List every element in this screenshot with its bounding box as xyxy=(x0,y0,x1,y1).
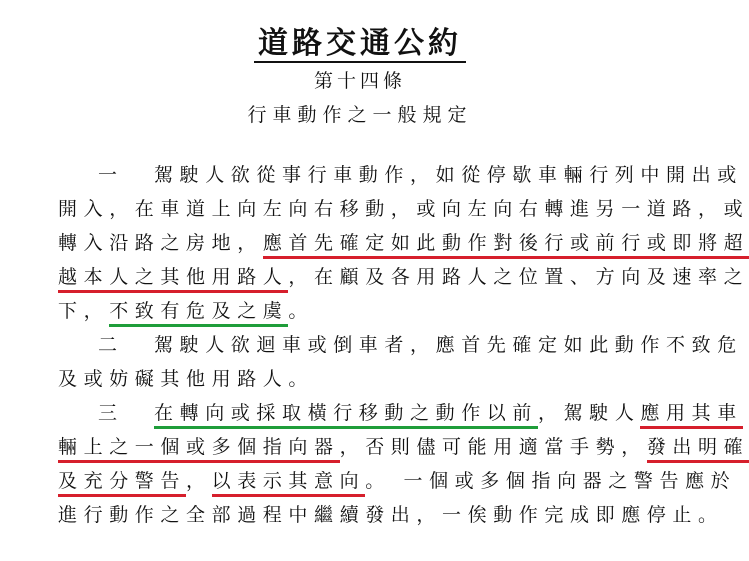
paragraph-1-text: ，在顧及各用路人之位置、方向及速率之 xyxy=(288,266,749,288)
document-title-text: 道路交通公約 xyxy=(254,26,466,63)
paragraph-2-line-1 xyxy=(58,328,743,362)
paragraph-3-number: 三 xyxy=(98,402,118,424)
paragraph-2-line-2 xyxy=(58,362,658,396)
paragraph-3-text: ，駕駛人 xyxy=(538,402,641,424)
red-underline-phrase: 應用其車 xyxy=(640,402,742,429)
paragraph-3-text: ， xyxy=(186,470,212,492)
paragraph-3-text: 。 一個或多個指向器之警告應於 xyxy=(365,470,737,492)
paragraph-2-number: 二 xyxy=(98,334,118,356)
paragraph-2-text: 及或妨礙其他用路人。 xyxy=(58,368,315,390)
red-underline-phrase: 及充分警告 xyxy=(58,470,186,497)
article-number: 第十四條 xyxy=(313,70,406,92)
paragraph-3-text: 進行動作之全部過程中繼續發出，一俟動作完成即應停止。 xyxy=(58,504,724,526)
document-title xyxy=(0,18,720,62)
article-subtitle: 行車動作之一般規定 xyxy=(247,104,473,126)
red-underline-phrase: 輛上之一個或多個指向器 xyxy=(58,436,340,463)
green-underline-phrase: 不致有危及之虞 xyxy=(109,300,288,327)
paragraph-1-text: 駕駛人欲從事行車動作，如從停歇車輛行列中開出或 xyxy=(154,164,743,186)
paragraph-1-line-2 xyxy=(58,192,749,226)
red-underline-phrase: 越本人之其他用路人 xyxy=(58,266,288,293)
paragraph-1-line-1 xyxy=(58,158,743,192)
paragraph-1-line-4 xyxy=(58,260,749,294)
red-underline-phrase: 發出明確 xyxy=(647,436,749,463)
paragraph-3-line-1 xyxy=(58,396,743,430)
paragraph-3-line-3 xyxy=(58,464,737,498)
paragraph-3 xyxy=(58,396,749,532)
red-underline-phrase: 應首先確定如此動作對後行或前行或即將超 xyxy=(263,232,749,259)
paragraph-2 xyxy=(58,328,743,396)
paragraph-1-line-3 xyxy=(58,226,749,260)
paragraph-1-number: 一 xyxy=(98,164,118,186)
paragraph-2-text: 駕駛人欲迴車或倒車者，應首先確定如此動作不致危 xyxy=(154,334,743,356)
red-underline-phrase: 以表示其意向 xyxy=(212,470,366,497)
paragraph-3-line-2 xyxy=(58,430,749,464)
paragraph-1 xyxy=(58,158,749,328)
paragraph-1-line-5 xyxy=(58,294,658,328)
green-underline-phrase: 在轉向或採取橫行移動之動作以前 xyxy=(154,402,538,429)
paragraph-3-text: ，否則儘可能用適當手勢， xyxy=(339,436,647,458)
paragraph-1-text: 開入，在車道上向左向右移動，或向左向右轉進另一道路，或 xyxy=(58,198,749,220)
paragraph-1-text: 下， xyxy=(58,300,110,322)
paragraph-3-line-4 xyxy=(58,498,724,532)
paragraph-1-text: 。 xyxy=(288,300,315,322)
paragraph-1-text: 轉入沿路之房地， xyxy=(58,232,263,254)
